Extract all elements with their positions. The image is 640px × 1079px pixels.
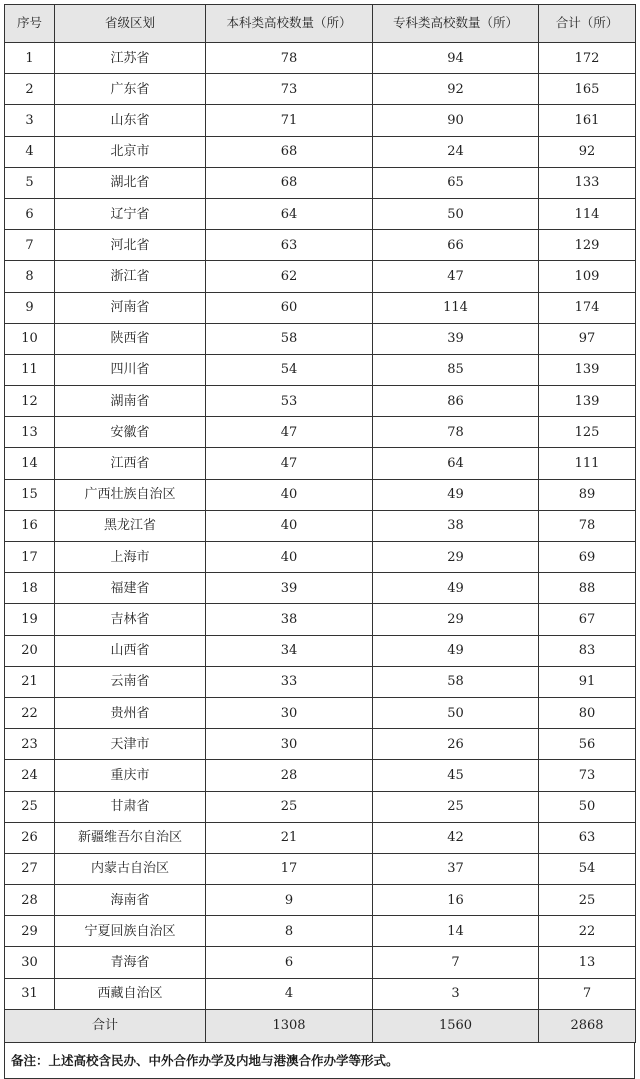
row-total-cell: 7 [539, 978, 636, 1009]
row-total-cell: 22 [539, 916, 636, 947]
total-junior-college: 1560 [373, 1009, 539, 1042]
row-province-cell: 江西省 [55, 448, 206, 479]
row-undergraduate-cell: 25 [206, 791, 373, 822]
row-total-cell: 129 [539, 230, 636, 261]
table-row [5, 916, 636, 947]
row-total-cell: 13 [539, 947, 636, 978]
row-index-cell: 6 [5, 198, 55, 229]
total-sum: 2868 [539, 1009, 636, 1042]
table-row [5, 697, 636, 728]
row-index-cell: 14 [5, 448, 55, 479]
row-junior-college-cell: 66 [373, 230, 539, 261]
row-total-cell: 114 [539, 198, 636, 229]
table-row [5, 822, 636, 853]
row-undergraduate-cell: 40 [206, 542, 373, 573]
row-index-cell: 9 [5, 292, 55, 323]
row-junior-college-cell: 90 [373, 105, 539, 136]
table-row [5, 292, 636, 323]
university-count-table-sheet [4, 4, 635, 1079]
row-total-cell: 133 [539, 167, 636, 198]
row-index-cell: 28 [5, 885, 55, 916]
row-index-cell: 22 [5, 697, 55, 728]
row-index-cell: 3 [5, 105, 55, 136]
table-row [5, 354, 636, 385]
table-row [5, 791, 636, 822]
table-row [5, 261, 636, 292]
row-junior-college-cell: 38 [373, 510, 539, 541]
table-row [5, 542, 636, 573]
row-index-cell: 24 [5, 760, 55, 791]
row-total-cell: 111 [539, 448, 636, 479]
row-undergraduate-cell: 62 [206, 261, 373, 292]
row-index-cell: 30 [5, 947, 55, 978]
row-undergraduate-cell: 28 [206, 760, 373, 791]
row-undergraduate-cell: 6 [206, 947, 373, 978]
row-index-cell: 12 [5, 386, 55, 417]
row-province-cell: 辽宁省 [55, 198, 206, 229]
row-junior-college-cell: 3 [373, 978, 539, 1009]
row-total-cell: 139 [539, 386, 636, 417]
row-junior-college-cell: 37 [373, 853, 539, 884]
row-undergraduate-cell: 53 [206, 386, 373, 417]
row-province-cell: 广东省 [55, 74, 206, 105]
row-undergraduate-cell: 38 [206, 604, 373, 635]
table-row [5, 760, 636, 791]
row-undergraduate-cell: 60 [206, 292, 373, 323]
row-junior-college-cell: 29 [373, 542, 539, 573]
table-row [5, 510, 636, 541]
table-row [5, 74, 636, 105]
table-row [5, 885, 636, 916]
row-junior-college-cell: 49 [373, 479, 539, 510]
table-footer [5, 1009, 636, 1042]
table-row [5, 136, 636, 167]
row-province-cell: 河南省 [55, 292, 206, 323]
row-province-cell: 陕西省 [55, 323, 206, 354]
header-row [5, 5, 636, 43]
row-total-cell: 54 [539, 853, 636, 884]
table-row [5, 853, 636, 884]
row-undergraduate-cell: 73 [206, 74, 373, 105]
row-province-cell: 福建省 [55, 573, 206, 604]
row-total-cell: 92 [539, 136, 636, 167]
header-province: 省级区划 [55, 5, 206, 43]
row-junior-college-cell: 47 [373, 261, 539, 292]
row-junior-college-cell: 16 [373, 885, 539, 916]
row-province-cell: 内蒙古自治区 [55, 853, 206, 884]
row-total-cell: 25 [539, 885, 636, 916]
table-row [5, 978, 636, 1009]
total-row [5, 1009, 636, 1042]
header-junior-college: 专科类高校数量（所） [373, 5, 539, 43]
table-row [5, 604, 636, 635]
row-total-cell: 67 [539, 604, 636, 635]
row-province-cell: 安徽省 [55, 417, 206, 448]
row-total-cell: 80 [539, 697, 636, 728]
table-row [5, 635, 636, 666]
row-index-cell: 8 [5, 261, 55, 292]
row-total-cell: 174 [539, 292, 636, 323]
row-index-cell: 15 [5, 479, 55, 510]
row-province-cell: 黑龙江省 [55, 510, 206, 541]
row-junior-college-cell: 64 [373, 448, 539, 479]
table-row [5, 417, 636, 448]
row-total-cell: 165 [539, 74, 636, 105]
row-undergraduate-cell: 17 [206, 853, 373, 884]
row-total-cell: 125 [539, 417, 636, 448]
row-total-cell: 161 [539, 105, 636, 136]
row-junior-college-cell: 25 [373, 791, 539, 822]
row-undergraduate-cell: 47 [206, 417, 373, 448]
row-total-cell: 91 [539, 666, 636, 697]
row-index-cell: 2 [5, 74, 55, 105]
row-index-cell: 26 [5, 822, 55, 853]
row-index-cell: 27 [5, 853, 55, 884]
row-province-cell: 西藏自治区 [55, 978, 206, 1009]
table-row [5, 448, 636, 479]
row-undergraduate-cell: 30 [206, 729, 373, 760]
row-province-cell: 江苏省 [55, 43, 206, 74]
row-index-cell: 20 [5, 635, 55, 666]
row-index-cell: 25 [5, 791, 55, 822]
row-province-cell: 海南省 [55, 885, 206, 916]
row-total-cell: 63 [539, 822, 636, 853]
row-undergraduate-cell: 71 [206, 105, 373, 136]
row-province-cell: 四川省 [55, 354, 206, 385]
row-undergraduate-cell: 78 [206, 43, 373, 74]
row-total-cell: 73 [539, 760, 636, 791]
row-total-cell: 69 [539, 542, 636, 573]
row-index-cell: 10 [5, 323, 55, 354]
table-row [5, 666, 636, 697]
row-undergraduate-cell: 34 [206, 635, 373, 666]
row-total-cell: 83 [539, 635, 636, 666]
row-province-cell: 重庆市 [55, 760, 206, 791]
table-body [5, 43, 636, 1010]
table-row [5, 198, 636, 229]
row-total-cell: 172 [539, 43, 636, 74]
row-undergraduate-cell: 64 [206, 198, 373, 229]
row-junior-college-cell: 86 [373, 386, 539, 417]
university-count-table [4, 4, 636, 1043]
row-junior-college-cell: 45 [373, 760, 539, 791]
row-undergraduate-cell: 40 [206, 479, 373, 510]
row-province-cell: 浙江省 [55, 261, 206, 292]
row-total-cell: 56 [539, 729, 636, 760]
row-index-cell: 11 [5, 354, 55, 385]
row-undergraduate-cell: 8 [206, 916, 373, 947]
row-junior-college-cell: 65 [373, 167, 539, 198]
row-index-cell: 21 [5, 666, 55, 697]
row-province-cell: 天津市 [55, 729, 206, 760]
row-index-cell: 31 [5, 978, 55, 1009]
row-junior-college-cell: 29 [373, 604, 539, 635]
table-row [5, 729, 636, 760]
row-total-cell: 78 [539, 510, 636, 541]
row-province-cell: 湖北省 [55, 167, 206, 198]
row-province-cell: 山西省 [55, 635, 206, 666]
row-undergraduate-cell: 4 [206, 978, 373, 1009]
row-undergraduate-cell: 68 [206, 167, 373, 198]
row-undergraduate-cell: 39 [206, 573, 373, 604]
row-junior-college-cell: 39 [373, 323, 539, 354]
row-province-cell: 上海市 [55, 542, 206, 573]
row-index-cell: 29 [5, 916, 55, 947]
table-row [5, 167, 636, 198]
row-total-cell: 139 [539, 354, 636, 385]
table-row [5, 479, 636, 510]
row-index-cell: 4 [5, 136, 55, 167]
row-junior-college-cell: 7 [373, 947, 539, 978]
row-undergraduate-cell: 58 [206, 323, 373, 354]
row-undergraduate-cell: 63 [206, 230, 373, 261]
row-province-cell: 甘肃省 [55, 791, 206, 822]
row-province-cell: 湖南省 [55, 386, 206, 417]
row-junior-college-cell: 49 [373, 635, 539, 666]
table-row [5, 947, 636, 978]
row-province-cell: 吉林省 [55, 604, 206, 635]
table-row [5, 573, 636, 604]
row-province-cell: 河北省 [55, 230, 206, 261]
row-undergraduate-cell: 54 [206, 354, 373, 385]
row-junior-college-cell: 85 [373, 354, 539, 385]
row-province-cell: 贵州省 [55, 697, 206, 728]
header-index: 序号 [5, 5, 55, 43]
table-row [5, 386, 636, 417]
header-total: 合计（所） [539, 5, 636, 43]
row-province-cell: 山东省 [55, 105, 206, 136]
row-province-cell: 广西壮族自治区 [55, 479, 206, 510]
table-row [5, 43, 636, 74]
row-junior-college-cell: 14 [373, 916, 539, 947]
row-junior-college-cell: 42 [373, 822, 539, 853]
row-undergraduate-cell: 47 [206, 448, 373, 479]
row-junior-college-cell: 94 [373, 43, 539, 74]
table-row [5, 323, 636, 354]
total-undergraduate: 1308 [206, 1009, 373, 1042]
row-junior-college-cell: 26 [373, 729, 539, 760]
row-junior-college-cell: 24 [373, 136, 539, 167]
row-index-cell: 5 [5, 167, 55, 198]
table-header [5, 5, 636, 43]
row-total-cell: 109 [539, 261, 636, 292]
row-index-cell: 19 [5, 604, 55, 635]
row-undergraduate-cell: 30 [206, 697, 373, 728]
row-junior-college-cell: 78 [373, 417, 539, 448]
row-index-cell: 23 [5, 729, 55, 760]
row-province-cell: 新疆维吾尔自治区 [55, 822, 206, 853]
total-label: 合计 [5, 1009, 206, 1042]
row-index-cell: 16 [5, 510, 55, 541]
row-junior-college-cell: 114 [373, 292, 539, 323]
row-total-cell: 88 [539, 573, 636, 604]
row-index-cell: 18 [5, 573, 55, 604]
row-undergraduate-cell: 21 [206, 822, 373, 853]
table-row [5, 105, 636, 136]
row-undergraduate-cell: 68 [206, 136, 373, 167]
row-index-cell: 1 [5, 43, 55, 74]
row-province-cell: 青海省 [55, 947, 206, 978]
row-total-cell: 89 [539, 479, 636, 510]
header-undergraduate: 本科类高校数量（所） [206, 5, 373, 43]
row-junior-college-cell: 58 [373, 666, 539, 697]
table-row [5, 230, 636, 261]
row-index-cell: 17 [5, 542, 55, 573]
row-junior-college-cell: 50 [373, 198, 539, 229]
row-total-cell: 97 [539, 323, 636, 354]
row-index-cell: 13 [5, 417, 55, 448]
row-province-cell: 云南省 [55, 666, 206, 697]
row-undergraduate-cell: 9 [206, 885, 373, 916]
row-total-cell: 50 [539, 791, 636, 822]
row-index-cell: 7 [5, 230, 55, 261]
row-province-cell: 宁夏回族自治区 [55, 916, 206, 947]
row-junior-college-cell: 49 [373, 573, 539, 604]
table-note: 备注：上述高校含民办、中外合作办学及内地与港澳合作办学等形式。 [4, 1043, 635, 1079]
row-undergraduate-cell: 33 [206, 666, 373, 697]
row-province-cell: 北京市 [55, 136, 206, 167]
row-junior-college-cell: 92 [373, 74, 539, 105]
row-junior-college-cell: 50 [373, 697, 539, 728]
row-undergraduate-cell: 40 [206, 510, 373, 541]
